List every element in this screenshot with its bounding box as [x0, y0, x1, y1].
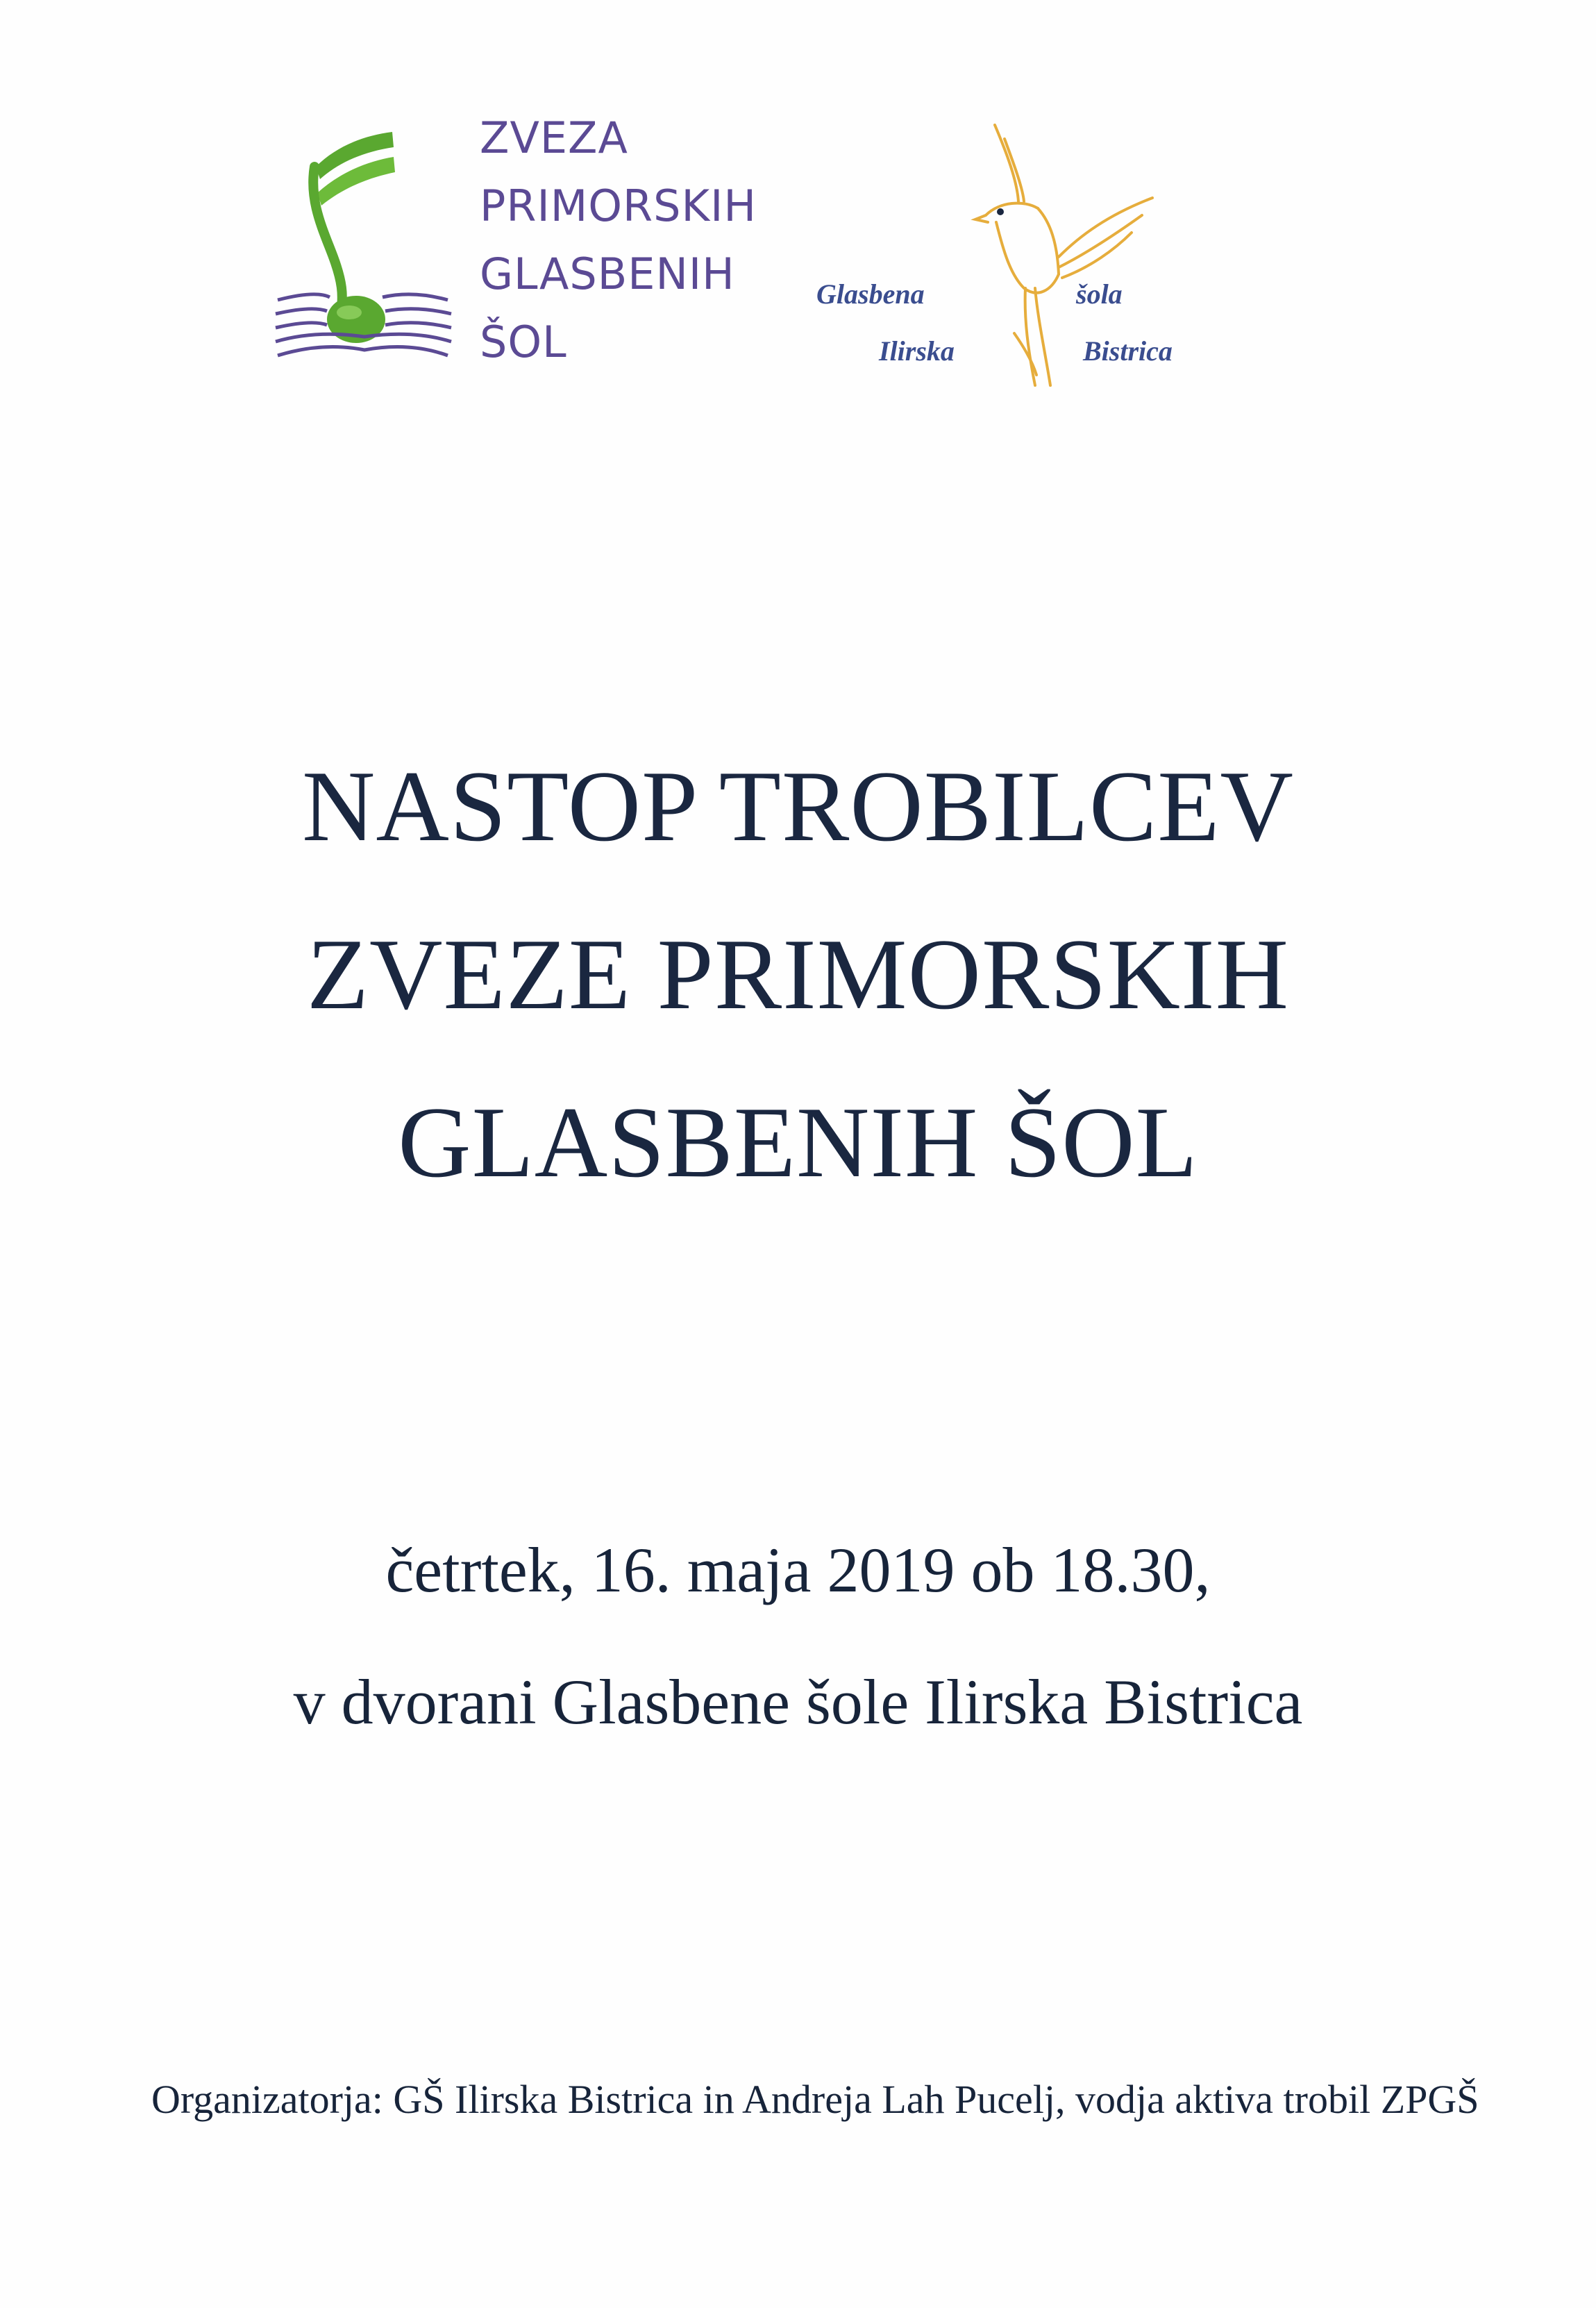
zpgs-line-1: ZVEZA	[480, 112, 628, 163]
gsib-word-ilirska: Ilirska	[879, 335, 955, 367]
title-line-2: ZVEZE PRIMORSKIH	[306, 918, 1290, 1030]
gsib-word-bistrica: Bistrica	[1083, 335, 1173, 367]
gsib-word-sola: šola	[1076, 278, 1123, 310]
title-line-1: NASTOP TROBILCEV	[302, 750, 1294, 862]
zpgs-line-4: ŠOL	[480, 317, 567, 367]
event-date: četrtek, 16. maja 2019 ob 18.30,	[385, 1535, 1211, 1605]
zpgs-wordmark	[480, 104, 757, 376]
page-title	[0, 722, 1596, 1226]
zpgs-line-2: PRIMORSKIH	[480, 181, 757, 231]
zpgs-line-3: GLASBENIH	[480, 249, 735, 299]
gsib-word-glasbena: Glasbena	[816, 278, 925, 310]
organizers-note: Organizatorja: GŠ Ilirska Bistrica in Andreja Lah Pucelj, vodja aktiva trobil ZPGŠ	[151, 2077, 1479, 2122]
music-note-staff-icon	[274, 118, 455, 375]
title-line-3: GLASBENIH ŠOL	[398, 1086, 1198, 1198]
zpgs-logo	[274, 104, 802, 382]
gsib-logo	[798, 111, 1229, 403]
event-venue: v dvorani Glasbene šole Ilirska Bistrica	[293, 1666, 1303, 1737]
event-details	[0, 1504, 1596, 1768]
